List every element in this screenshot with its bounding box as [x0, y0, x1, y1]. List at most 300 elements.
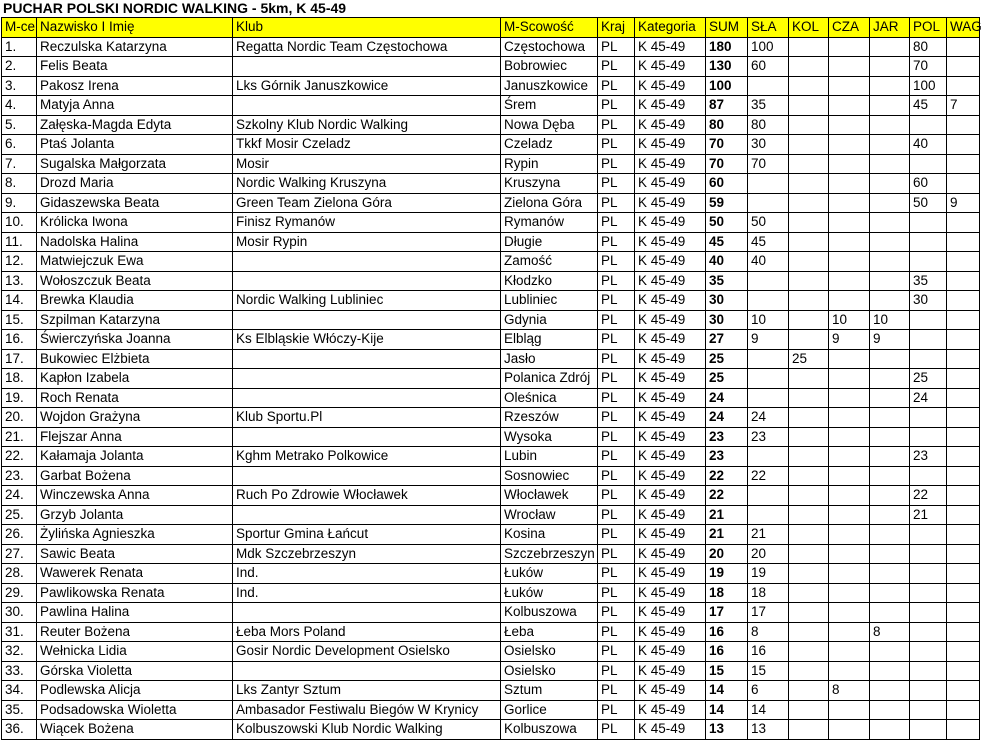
cell-name[interactable]: Kapłon Izabela	[37, 369, 233, 389]
cell-country[interactable]: PL	[598, 661, 635, 681]
cell-sla[interactable]	[748, 505, 789, 525]
cell-kol[interactable]	[789, 603, 829, 623]
cell-sla[interactable]: 100	[748, 37, 789, 57]
cell-jar[interactable]	[870, 349, 910, 369]
cell-kol[interactable]	[789, 369, 829, 389]
cell-name[interactable]: Żylińska Agnieszka	[37, 525, 233, 545]
cell-sla[interactable]: 40	[748, 252, 789, 272]
cell-wag[interactable]	[947, 408, 980, 428]
cell-club[interactable]	[233, 252, 501, 272]
cell-cza[interactable]: 9	[829, 330, 870, 350]
cell-club[interactable]: Mosir Rypin	[233, 232, 501, 252]
cell-category[interactable]: K 45-49	[635, 408, 706, 428]
cell-pol[interactable]	[910, 115, 947, 135]
cell-wag[interactable]: 9	[947, 193, 980, 213]
cell-place[interactable]: 2.	[2, 57, 37, 77]
cell-place[interactable]: 10.	[2, 213, 37, 233]
cell-city[interactable]: Polanica Zdrój	[501, 369, 598, 389]
cell-category[interactable]: K 45-49	[635, 642, 706, 662]
cell-kol[interactable]	[789, 583, 829, 603]
cell-club[interactable]	[233, 603, 501, 623]
cell-club[interactable]	[233, 57, 501, 77]
cell-name[interactable]: Flejszar Anna	[37, 427, 233, 447]
cell-category[interactable]: K 45-49	[635, 544, 706, 564]
cell-wag[interactable]	[947, 622, 980, 642]
cell-country[interactable]: PL	[598, 642, 635, 662]
cell-kol[interactable]	[789, 330, 829, 350]
cell-jar[interactable]	[870, 642, 910, 662]
cell-club[interactable]	[233, 505, 501, 525]
cell-sum[interactable]: 45	[706, 232, 748, 252]
cell-sum[interactable]: 24	[706, 388, 748, 408]
cell-jar[interactable]	[870, 681, 910, 701]
cell-wag[interactable]	[947, 135, 980, 155]
cell-club[interactable]	[233, 310, 501, 330]
cell-sla[interactable]: 17	[748, 603, 789, 623]
cell-name[interactable]: Pawlikowska Renata	[37, 583, 233, 603]
header-kol[interactable]: KOL	[789, 18, 829, 38]
cell-sla[interactable]: 50	[748, 213, 789, 233]
table-row[interactable]	[2, 57, 980, 77]
cell-name[interactable]: Kałamaja Jolanta	[37, 447, 233, 467]
cell-city[interactable]: Bobrowiec	[501, 57, 598, 77]
cell-club[interactable]: Kghm Metrako Polkowice	[233, 447, 501, 467]
cell-sla[interactable]: 9	[748, 330, 789, 350]
cell-kol[interactable]	[789, 291, 829, 311]
table-row[interactable]	[2, 681, 980, 701]
cell-pol[interactable]: 22	[910, 486, 947, 506]
cell-country[interactable]: PL	[598, 76, 635, 96]
cell-sla[interactable]: 45	[748, 232, 789, 252]
cell-country[interactable]: PL	[598, 525, 635, 545]
cell-cza[interactable]	[829, 349, 870, 369]
cell-kol[interactable]	[789, 544, 829, 564]
cell-category[interactable]: K 45-49	[635, 525, 706, 545]
cell-name[interactable]: Wawerek Renata	[37, 564, 233, 584]
cell-place[interactable]: 21.	[2, 427, 37, 447]
cell-sla[interactable]: 16	[748, 642, 789, 662]
cell-place[interactable]: 12.	[2, 252, 37, 272]
cell-name[interactable]: Załęska-Magda Edyta	[37, 115, 233, 135]
cell-kol[interactable]	[789, 427, 829, 447]
cell-jar[interactable]	[870, 115, 910, 135]
cell-kol[interactable]	[789, 115, 829, 135]
cell-pol[interactable]	[910, 642, 947, 662]
cell-kol[interactable]	[789, 232, 829, 252]
table-row[interactable]	[2, 388, 980, 408]
cell-name[interactable]: Królicka Iwona	[37, 213, 233, 233]
cell-jar[interactable]	[870, 37, 910, 57]
cell-sla[interactable]: 35	[748, 96, 789, 116]
cell-name[interactable]: Szpilman Katarzyna	[37, 310, 233, 330]
cell-place[interactable]: 4.	[2, 96, 37, 116]
cell-name[interactable]: Podlewska Alicja	[37, 681, 233, 701]
header-wag[interactable]: WAG	[947, 18, 980, 38]
cell-sum[interactable]: 23	[706, 447, 748, 467]
cell-city[interactable]: Rypin	[501, 154, 598, 174]
cell-jar[interactable]	[870, 505, 910, 525]
cell-city[interactable]: Nowa Dęba	[501, 115, 598, 135]
table-row[interactable]	[2, 622, 980, 642]
cell-club[interactable]	[233, 661, 501, 681]
cell-sum[interactable]: 27	[706, 330, 748, 350]
cell-wag[interactable]	[947, 174, 980, 194]
table-row[interactable]	[2, 408, 980, 428]
cell-place[interactable]: 28.	[2, 564, 37, 584]
cell-city[interactable]: Kolbuszowa	[501, 603, 598, 623]
cell-place[interactable]: 9.	[2, 193, 37, 213]
cell-club[interactable]: Mdk Szczebrzeszyn	[233, 544, 501, 564]
header-pol[interactable]: POL	[910, 18, 947, 38]
cell-name[interactable]: Wojdon Grażyna	[37, 408, 233, 428]
cell-wag[interactable]	[947, 154, 980, 174]
cell-jar[interactable]	[870, 486, 910, 506]
table-row[interactable]	[2, 603, 980, 623]
cell-city[interactable]: Sztum	[501, 681, 598, 701]
cell-country[interactable]: PL	[598, 271, 635, 291]
cell-sla[interactable]: 20	[748, 544, 789, 564]
cell-category[interactable]: K 45-49	[635, 154, 706, 174]
cell-place[interactable]: 13.	[2, 271, 37, 291]
header-place[interactable]: M-ce	[2, 18, 37, 38]
cell-sla[interactable]	[748, 447, 789, 467]
cell-sla[interactable]: 70	[748, 154, 789, 174]
cell-jar[interactable]	[870, 408, 910, 428]
cell-sum[interactable]: 22	[706, 466, 748, 486]
table-row[interactable]	[2, 310, 980, 330]
cell-club[interactable]: Nordic Walking Lubliniec	[233, 291, 501, 311]
cell-pol[interactable]	[910, 330, 947, 350]
cell-category[interactable]: K 45-49	[635, 291, 706, 311]
cell-country[interactable]: PL	[598, 57, 635, 77]
cell-pol[interactable]: 24	[910, 388, 947, 408]
cell-jar[interactable]	[870, 291, 910, 311]
cell-name[interactable]: Grzyb Jolanta	[37, 505, 233, 525]
cell-wag[interactable]	[947, 603, 980, 623]
cell-country[interactable]: PL	[598, 115, 635, 135]
cell-sla[interactable]	[748, 349, 789, 369]
cell-wag[interactable]	[947, 115, 980, 135]
cell-pol[interactable]: 21	[910, 505, 947, 525]
cell-jar[interactable]	[870, 466, 910, 486]
cell-name[interactable]: Nadolska Halina	[37, 232, 233, 252]
table-row[interactable]	[2, 252, 980, 272]
cell-jar[interactable]	[870, 720, 910, 740]
table-row[interactable]	[2, 96, 980, 116]
cell-category[interactable]: K 45-49	[635, 174, 706, 194]
table-row[interactable]	[2, 583, 980, 603]
cell-country[interactable]: PL	[598, 252, 635, 272]
cell-sla[interactable]	[748, 271, 789, 291]
cell-cza[interactable]	[829, 408, 870, 428]
table-row[interactable]	[2, 349, 980, 369]
cell-kol[interactable]	[789, 96, 829, 116]
cell-category[interactable]: K 45-49	[635, 700, 706, 720]
cell-jar[interactable]	[870, 525, 910, 545]
cell-wag[interactable]	[947, 57, 980, 77]
cell-sla[interactable]: 15	[748, 661, 789, 681]
cell-country[interactable]: PL	[598, 310, 635, 330]
cell-place[interactable]: 26.	[2, 525, 37, 545]
cell-category[interactable]: K 45-49	[635, 388, 706, 408]
cell-sum[interactable]: 15	[706, 661, 748, 681]
cell-club[interactable]: Gosir Nordic Development Osielsko	[233, 642, 501, 662]
cell-sum[interactable]: 30	[706, 310, 748, 330]
cell-category[interactable]: K 45-49	[635, 96, 706, 116]
cell-cza[interactable]	[829, 271, 870, 291]
cell-club[interactable]: Nordic Walking Kruszyna	[233, 174, 501, 194]
cell-city[interactable]: Rzeszów	[501, 408, 598, 428]
cell-place[interactable]: 1.	[2, 37, 37, 57]
header-jar[interactable]: JAR	[870, 18, 910, 38]
cell-cza[interactable]	[829, 642, 870, 662]
cell-jar[interactable]: 8	[870, 622, 910, 642]
cell-sum[interactable]: 70	[706, 154, 748, 174]
cell-wag[interactable]	[947, 76, 980, 96]
cell-cza[interactable]	[829, 603, 870, 623]
cell-cza[interactable]	[829, 291, 870, 311]
table-row[interactable]	[2, 544, 980, 564]
cell-city[interactable]: Włocławek	[501, 486, 598, 506]
cell-name[interactable]: Winczewska Anna	[37, 486, 233, 506]
cell-cza[interactable]	[829, 37, 870, 57]
cell-country[interactable]: PL	[598, 720, 635, 740]
cell-sla[interactable]: 18	[748, 583, 789, 603]
cell-sum[interactable]: 23	[706, 427, 748, 447]
cell-club[interactable]	[233, 466, 501, 486]
cell-cza[interactable]	[829, 213, 870, 233]
cell-wag[interactable]	[947, 505, 980, 525]
cell-club[interactable]: Ks Elbląskie Włóczy-Kije	[233, 330, 501, 350]
cell-city[interactable]: Lubliniec	[501, 291, 598, 311]
cell-place[interactable]: 22.	[2, 447, 37, 467]
cell-jar[interactable]	[870, 369, 910, 389]
cell-wag[interactable]	[947, 642, 980, 662]
cell-club[interactable]: Mosir	[233, 154, 501, 174]
cell-place[interactable]: 31.	[2, 622, 37, 642]
cell-wag[interactable]	[947, 310, 980, 330]
cell-city[interactable]: Łeba	[501, 622, 598, 642]
cell-place[interactable]: 23.	[2, 466, 37, 486]
cell-pol[interactable]	[910, 213, 947, 233]
cell-sum[interactable]: 50	[706, 213, 748, 233]
cell-pol[interactable]	[910, 154, 947, 174]
cell-cza[interactable]	[829, 544, 870, 564]
cell-jar[interactable]	[870, 661, 910, 681]
cell-name[interactable]: Wołoszczuk Beata	[37, 271, 233, 291]
cell-sum[interactable]: 70	[706, 135, 748, 155]
cell-kol[interactable]	[789, 661, 829, 681]
table-row[interactable]	[2, 193, 980, 213]
cell-pol[interactable]	[910, 252, 947, 272]
cell-country[interactable]: PL	[598, 486, 635, 506]
cell-country[interactable]: PL	[598, 388, 635, 408]
cell-club[interactable]	[233, 369, 501, 389]
cell-sum[interactable]: 20	[706, 544, 748, 564]
cell-country[interactable]: PL	[598, 700, 635, 720]
cell-cza[interactable]	[829, 252, 870, 272]
cell-country[interactable]: PL	[598, 135, 635, 155]
table-row[interactable]	[2, 700, 980, 720]
cell-pol[interactable]	[910, 700, 947, 720]
table-row[interactable]	[2, 447, 980, 467]
table-row[interactable]	[2, 37, 980, 57]
header-club[interactable]: Klub	[233, 18, 501, 38]
cell-pol[interactable]	[910, 564, 947, 584]
table-row[interactable]	[2, 486, 980, 506]
cell-wag[interactable]	[947, 447, 980, 467]
table-row[interactable]	[2, 271, 980, 291]
cell-category[interactable]: K 45-49	[635, 37, 706, 57]
cell-category[interactable]: K 45-49	[635, 447, 706, 467]
cell-place[interactable]: 30.	[2, 603, 37, 623]
cell-jar[interactable]	[870, 232, 910, 252]
cell-jar[interactable]	[870, 447, 910, 467]
cell-cza[interactable]	[829, 564, 870, 584]
cell-sla[interactable]: 24	[748, 408, 789, 428]
cell-kol[interactable]	[789, 681, 829, 701]
cell-sum[interactable]: 130	[706, 57, 748, 77]
cell-category[interactable]: K 45-49	[635, 603, 706, 623]
cell-pol[interactable]: 45	[910, 96, 947, 116]
cell-place[interactable]: 19.	[2, 388, 37, 408]
cell-place[interactable]: 7.	[2, 154, 37, 174]
cell-cza[interactable]	[829, 76, 870, 96]
cell-name[interactable]: Sawic Beata	[37, 544, 233, 564]
cell-pol[interactable]: 100	[910, 76, 947, 96]
cell-name[interactable]: Gidaszewska Beata	[37, 193, 233, 213]
cell-sum[interactable]: 24	[706, 408, 748, 428]
header-sum[interactable]: SUM	[706, 18, 748, 38]
cell-sum[interactable]: 30	[706, 291, 748, 311]
header-category[interactable]: Kategoria	[635, 18, 706, 38]
cell-name[interactable]: Bukowiec Elżbieta	[37, 349, 233, 369]
cell-wag[interactable]	[947, 213, 980, 233]
cell-pol[interactable]: 40	[910, 135, 947, 155]
cell-name[interactable]: Garbat Bożena	[37, 466, 233, 486]
cell-city[interactable]: Oleśnica	[501, 388, 598, 408]
table-row[interactable]	[2, 76, 980, 96]
table-row[interactable]	[2, 330, 980, 350]
cell-city[interactable]: Kłodzko	[501, 271, 598, 291]
cell-cza[interactable]	[829, 174, 870, 194]
cell-jar[interactable]	[870, 96, 910, 116]
cell-sum[interactable]: 19	[706, 564, 748, 584]
cell-sum[interactable]: 22	[706, 486, 748, 506]
cell-sum[interactable]: 40	[706, 252, 748, 272]
cell-wag[interactable]	[947, 681, 980, 701]
cell-kol[interactable]	[789, 193, 829, 213]
cell-wag[interactable]	[947, 271, 980, 291]
table-row[interactable]	[2, 427, 980, 447]
cell-kol[interactable]	[789, 57, 829, 77]
cell-category[interactable]: K 45-49	[635, 330, 706, 350]
cell-wag[interactable]	[947, 427, 980, 447]
cell-pol[interactable]: 30	[910, 291, 947, 311]
table-row[interactable]	[2, 564, 980, 584]
cell-cza[interactable]	[829, 369, 870, 389]
cell-place[interactable]: 36.	[2, 720, 37, 740]
cell-cza[interactable]	[829, 96, 870, 116]
cell-cza[interactable]	[829, 193, 870, 213]
cell-cza[interactable]	[829, 388, 870, 408]
cell-cza[interactable]	[829, 135, 870, 155]
cell-wag[interactable]	[947, 564, 980, 584]
cell-wag[interactable]	[947, 388, 980, 408]
cell-country[interactable]: PL	[598, 583, 635, 603]
cell-pol[interactable]	[910, 525, 947, 545]
table-row[interactable]	[2, 213, 980, 233]
cell-country[interactable]: PL	[598, 37, 635, 57]
cell-category[interactable]: K 45-49	[635, 564, 706, 584]
cell-place[interactable]: 6.	[2, 135, 37, 155]
cell-jar[interactable]	[870, 544, 910, 564]
cell-kol[interactable]	[789, 622, 829, 642]
cell-pol[interactable]: 70	[910, 57, 947, 77]
cell-jar[interactable]	[870, 427, 910, 447]
cell-club[interactable]: Kolbuszowski Klub Nordic Walking	[233, 720, 501, 740]
cell-kol[interactable]: 25	[789, 349, 829, 369]
cell-country[interactable]: PL	[598, 154, 635, 174]
cell-sum[interactable]: 60	[706, 174, 748, 194]
table-row[interactable]	[2, 135, 980, 155]
cell-pol[interactable]	[910, 408, 947, 428]
cell-place[interactable]: 5.	[2, 115, 37, 135]
cell-wag[interactable]	[947, 369, 980, 389]
cell-city[interactable]: Gorlice	[501, 700, 598, 720]
cell-kol[interactable]	[789, 76, 829, 96]
cell-name[interactable]: Wełnicka Lidia	[37, 642, 233, 662]
cell-club[interactable]: Lks Zantyr Sztum	[233, 681, 501, 701]
cell-sla[interactable]: 19	[748, 564, 789, 584]
cell-pol[interactable]: 80	[910, 37, 947, 57]
cell-cza[interactable]	[829, 57, 870, 77]
cell-cza[interactable]	[829, 661, 870, 681]
cell-jar[interactable]	[870, 193, 910, 213]
cell-club[interactable]: Ambasador Festiwalu Biegów W Krynicy	[233, 700, 501, 720]
cell-jar[interactable]: 9	[870, 330, 910, 350]
table-row[interactable]	[2, 525, 980, 545]
cell-pol[interactable]	[910, 583, 947, 603]
cell-wag[interactable]	[947, 700, 980, 720]
cell-kol[interactable]	[789, 486, 829, 506]
cell-pol[interactable]: 50	[910, 193, 947, 213]
cell-country[interactable]: PL	[598, 408, 635, 428]
cell-country[interactable]: PL	[598, 213, 635, 233]
cell-category[interactable]: K 45-49	[635, 583, 706, 603]
cell-category[interactable]: K 45-49	[635, 271, 706, 291]
cell-sla[interactable]	[748, 369, 789, 389]
cell-name[interactable]: Sugalska Małgorzata	[37, 154, 233, 174]
cell-country[interactable]: PL	[598, 232, 635, 252]
cell-kol[interactable]	[789, 408, 829, 428]
cell-jar[interactable]	[870, 700, 910, 720]
cell-cza[interactable]	[829, 525, 870, 545]
cell-country[interactable]: PL	[598, 603, 635, 623]
cell-place[interactable]: 33.	[2, 661, 37, 681]
cell-cza[interactable]	[829, 427, 870, 447]
cell-cza[interactable]	[829, 466, 870, 486]
cell-sla[interactable]	[748, 388, 789, 408]
cell-name[interactable]: Wiącek Bożena	[37, 720, 233, 740]
cell-club[interactable]: Green Team Zielona Góra	[233, 193, 501, 213]
table-row[interactable]	[2, 466, 980, 486]
cell-cza[interactable]: 10	[829, 310, 870, 330]
cell-name[interactable]: Roch Renata	[37, 388, 233, 408]
cell-kol[interactable]	[789, 174, 829, 194]
cell-pol[interactable]	[910, 661, 947, 681]
cell-cza[interactable]	[829, 232, 870, 252]
